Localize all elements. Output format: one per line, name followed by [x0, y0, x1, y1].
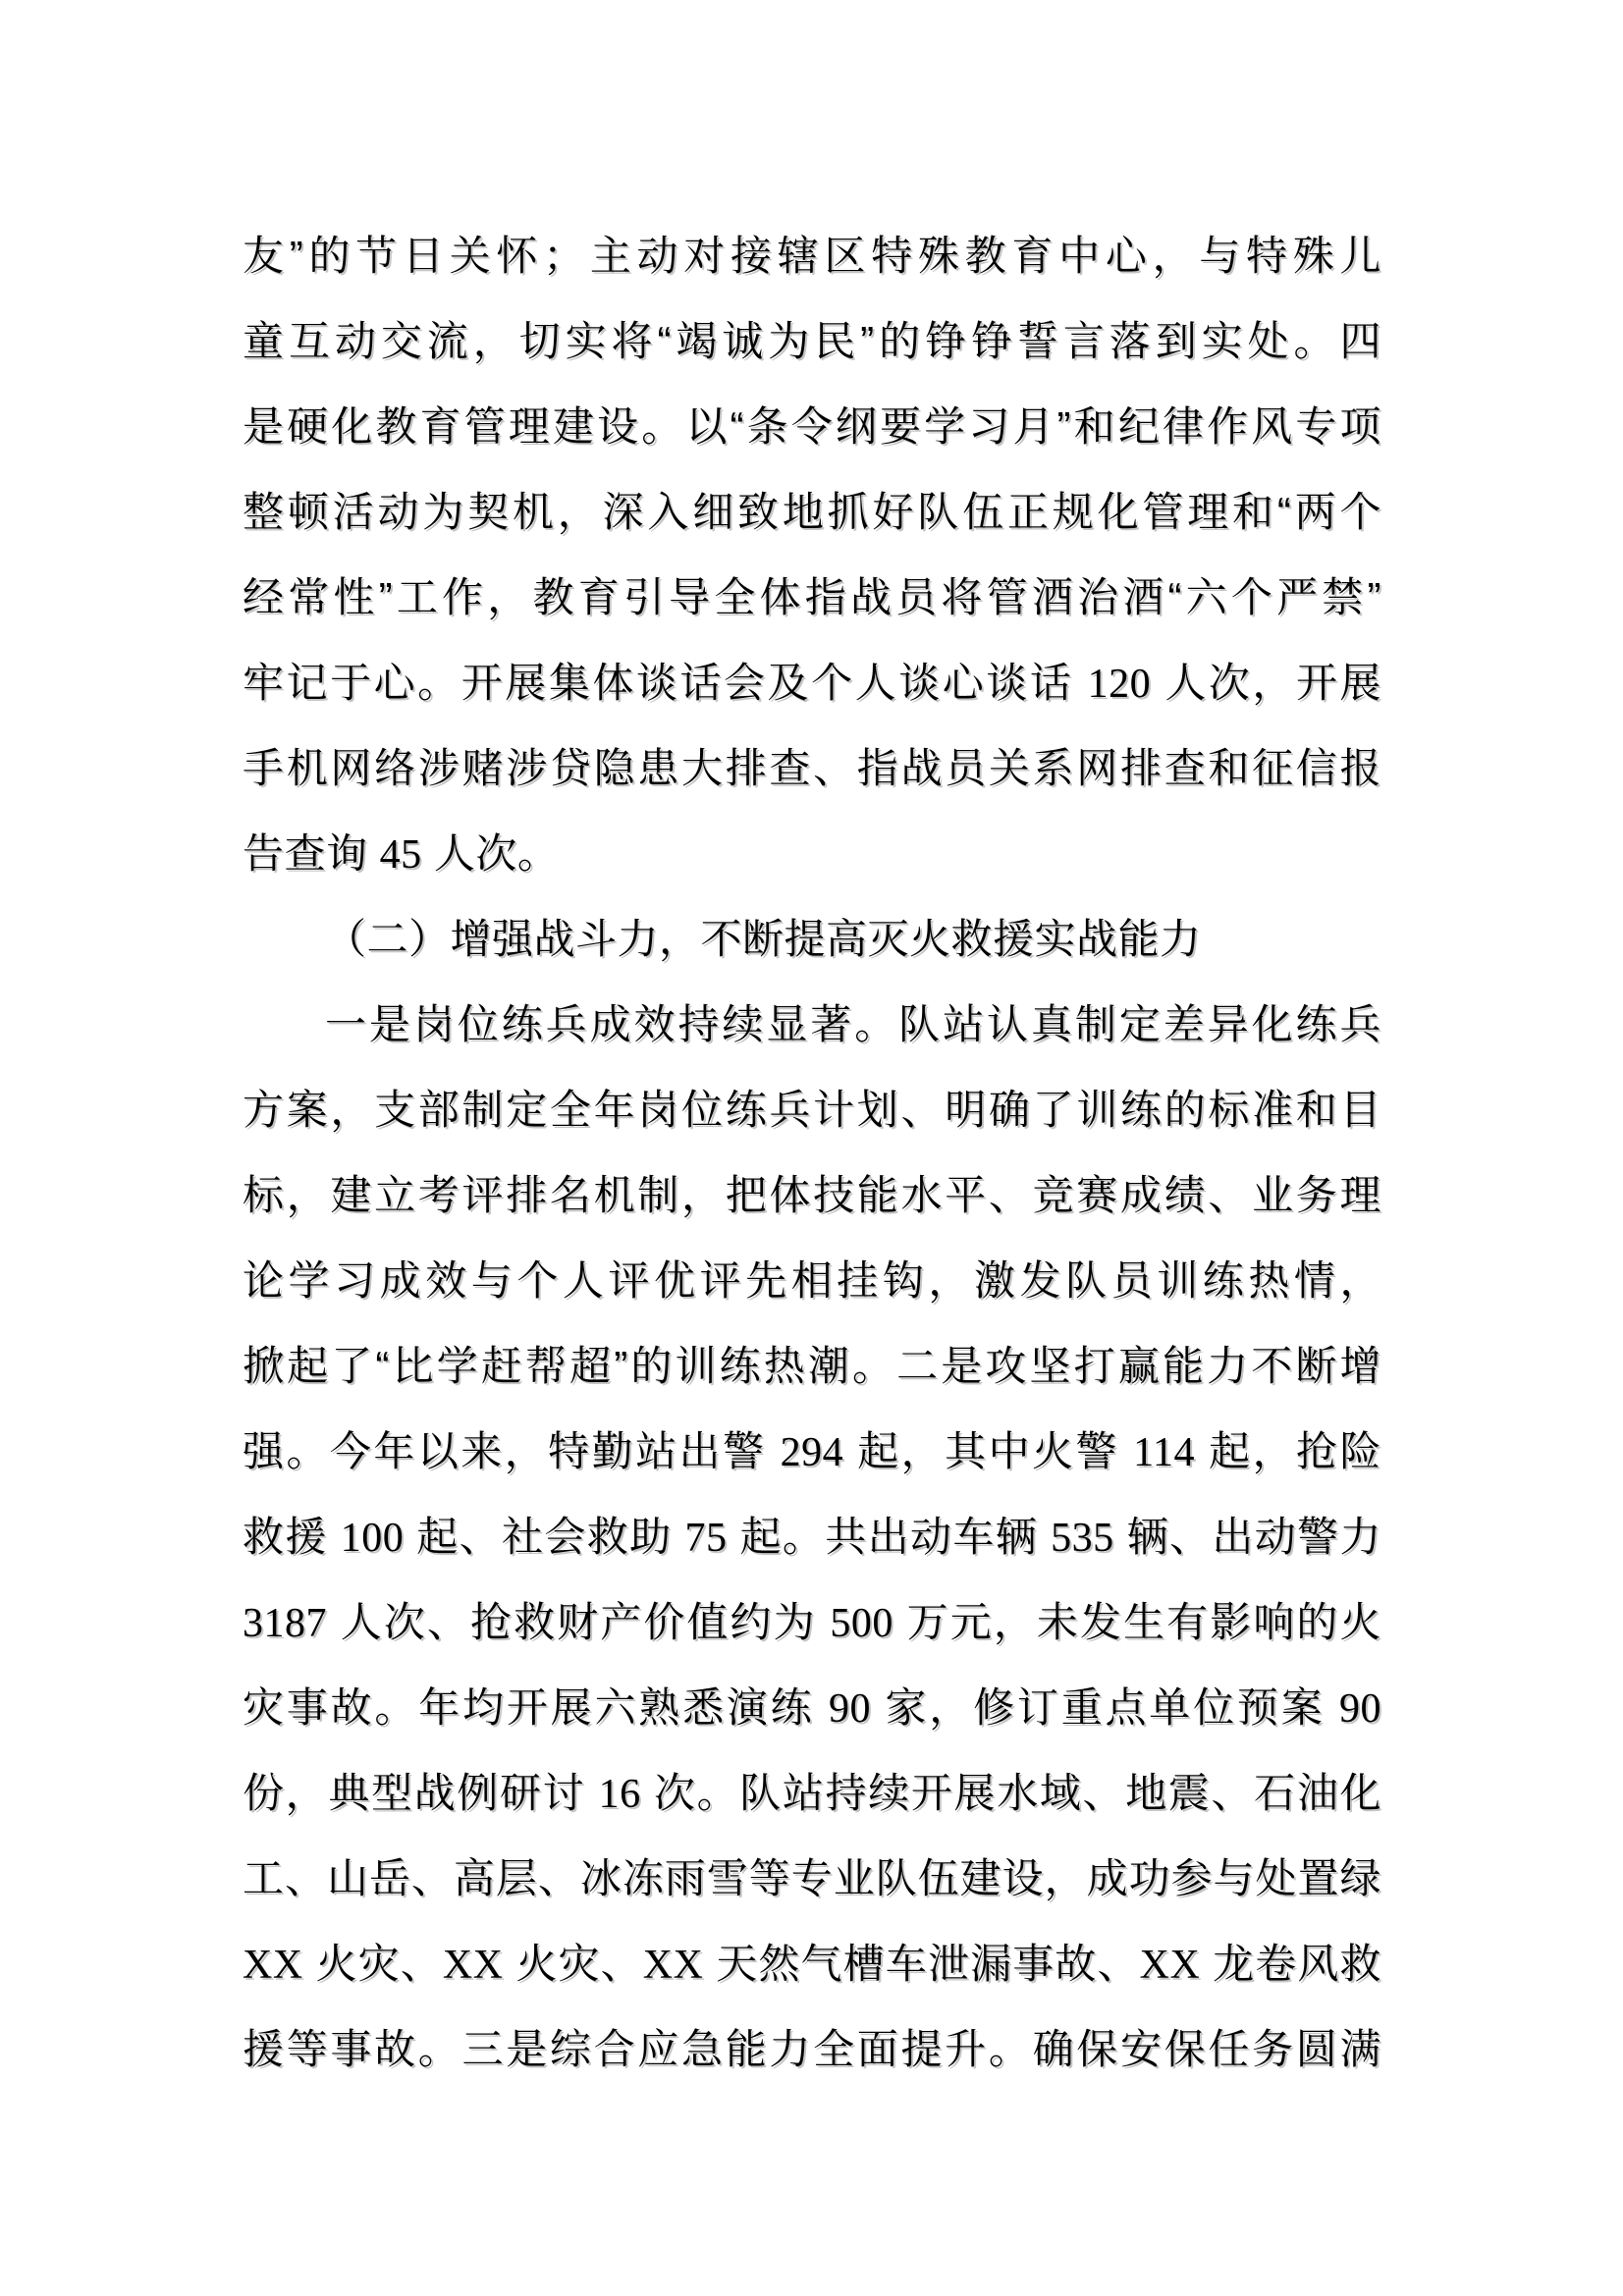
text-line: 告查询 45 人次。 — [243, 830, 560, 878]
text-line: （二）增强战斗力，不断提高灭火救援实战能力 — [325, 916, 1202, 962]
text-line: 手机网络涉赌涉贷隐患大排查、指战员关系网排查和征信报 — [243, 745, 1381, 791]
text-line: 友”的节日关怀；主动对接辖区特殊教育中心，与特殊儿 — [243, 233, 1381, 279]
latin-numeral: XX — [442, 1943, 504, 1988]
latin-numeral: 90 — [828, 1686, 871, 1732]
text-block — [243, 213, 1381, 2092]
latin-numeral: 500 — [830, 1601, 893, 1646]
latin-numeral: 16 — [598, 1772, 641, 1817]
text-line: 份，典型战例研讨 16 次。队站持续开展水域、地震、石油化 — [243, 1770, 1381, 1817]
latin-numeral: 100 — [340, 1516, 405, 1561]
text-line: 救援 100 起、社会救助 75 起。共出动车辆 535 辆、出动警力 — [243, 1514, 1382, 1561]
text-line: 工、山岳、高层、冰冻雨雪等专业队伍建设，成功参与处置绿 — [243, 1855, 1381, 1901]
text-line: 援等事故。三是综合应急能力全面提升。确保安保任务圆满 — [243, 2026, 1381, 2072]
latin-numeral: 120 — [1087, 662, 1152, 707]
text-line: 标，建立考评排名机制，把体技能水平、竞赛成绩、业务理 — [243, 1172, 1381, 1218]
text-line: 3187 人次、抢救财产价值约为 500 万元，未发生有影响的火 — [243, 1599, 1382, 1646]
text-line: 是硬化教育管理建设。以“条令纲要学习月”和纪律作风专项 — [243, 403, 1381, 450]
text-line: 方案，支部制定全年岗位练兵计划、明确了训练的标准和目 — [243, 1087, 1381, 1133]
text-line: 一是岗位练兵成效持续显著。队站认真制定差异化练兵 — [325, 1001, 1381, 1047]
latin-numeral: 45 — [379, 832, 422, 878]
text-line: 整顿活动为契机，深入细致地抓好队伍正规化管理和“两个 — [243, 489, 1381, 535]
text-line: 牢记于心。开展集体谈话会及个人谈心谈话 120 人次，开展 — [243, 660, 1382, 707]
text-line: 论学习成效与个人评优评先相挂钩，激发队员训练热情， — [243, 1257, 1381, 1304]
text-line: 掀起了“比学赶帮超”的训练热潮。二是攻坚打赢能力不断增 — [243, 1343, 1381, 1389]
latin-numeral: XX — [642, 1943, 704, 1988]
latin-numeral: 535 — [1051, 1516, 1114, 1561]
text-line: 强。今年以来，特勤站出警 294 起，其中火警 114 起，抢险 — [243, 1428, 1382, 1475]
text-line: 经常性”工作，教育引导全体指战员将管酒治酒“六个严禁” — [243, 574, 1381, 620]
latin-numeral: 75 — [684, 1516, 728, 1561]
latin-numeral: 90 — [1339, 1686, 1382, 1732]
latin-numeral: 3187 — [243, 1601, 327, 1646]
text-line: XX 火灾、XX 火灾、XX 天然气槽车泄漏事故、XX 龙卷风救 — [243, 1941, 1382, 1988]
latin-numeral: 294 — [780, 1430, 844, 1475]
text-line: 灾事故。年均开展六熟悉演练 90 家，修订重点单位预案 90 — [243, 1684, 1382, 1732]
text-line: 童互动交流，切实将“竭诚为民”的铮铮誓言落到实处。四 — [243, 318, 1381, 364]
latin-numeral: 114 — [1133, 1430, 1196, 1475]
latin-numeral: XX — [1139, 1943, 1201, 1988]
latin-numeral: XX — [243, 1943, 303, 1988]
